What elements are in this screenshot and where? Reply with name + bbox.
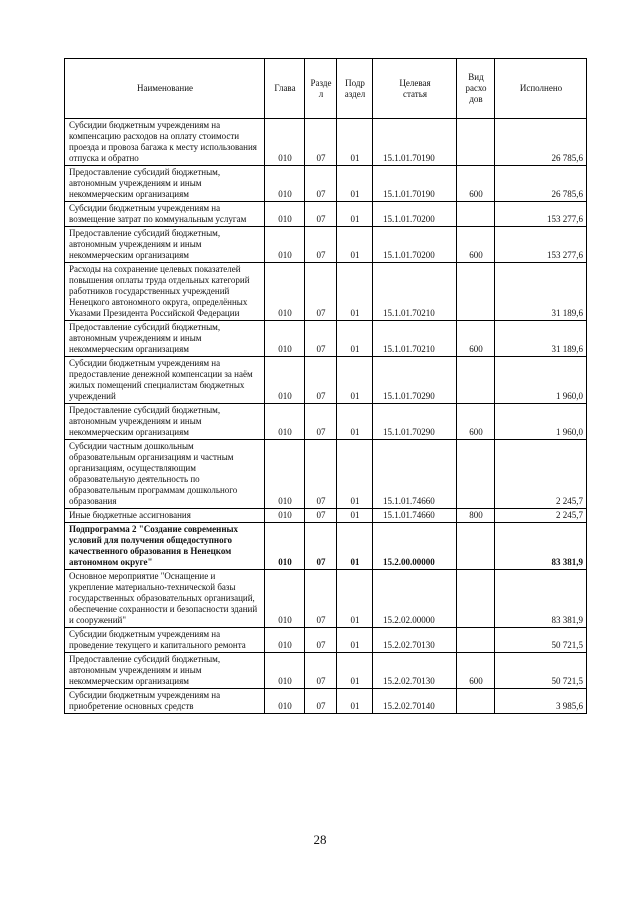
- cell-sum: 50 721,5: [495, 628, 587, 653]
- cell-statya: 15.2.02.00000: [373, 570, 457, 628]
- cell-glava: 010: [265, 404, 305, 440]
- cell-vid: 600: [457, 227, 495, 263]
- cell-podrazdel: 01: [337, 404, 373, 440]
- cell-podrazdel: 01: [337, 263, 373, 321]
- cell-sum: 83 381,9: [495, 570, 587, 628]
- cell-vid: [457, 202, 495, 227]
- cell-podrazdel: 01: [337, 628, 373, 653]
- cell-name: Расходы на сохранение целевых показателей повышения оплаты труда отдельных категорий работников государственных учреждений Ненецкого автономного округа, определённых Указами Президента Российской Федерации: [65, 263, 265, 321]
- table-body: [65, 119, 587, 714]
- cell-name: Предоставление субсидий бюджетным, автономным учреждениям и иным некоммерческим организациям: [65, 404, 265, 440]
- table-row: [65, 119, 587, 166]
- header-razdel: Разде л: [305, 59, 337, 119]
- cell-statya: 15.1.01.70210: [373, 321, 457, 357]
- cell-podrazdel: 01: [337, 570, 373, 628]
- cell-statya: 15.2.02.70130: [373, 628, 457, 653]
- cell-glava: 010: [265, 202, 305, 227]
- budget-table: [64, 58, 587, 714]
- cell-name: Субсидии бюджетным учреждениям на предоставление денежной компенсации за наём жилых помещений специалистам бюджетных учреждений: [65, 357, 265, 404]
- cell-razdel: 07: [305, 119, 337, 166]
- cell-name: Субсидии бюджетным учреждениям на приобретение основных средств: [65, 689, 265, 714]
- cell-podrazdel: 01: [337, 523, 373, 570]
- header-name: Наименование: [65, 59, 265, 119]
- cell-sum: 3 985,6: [495, 689, 587, 714]
- cell-glava: 010: [265, 653, 305, 689]
- cell-podrazdel: 01: [337, 689, 373, 714]
- cell-razdel: 07: [305, 689, 337, 714]
- cell-podrazdel: 01: [337, 509, 373, 523]
- cell-sum: 83 381,9: [495, 523, 587, 570]
- cell-glava: 010: [265, 570, 305, 628]
- cell-name: Предоставление субсидий бюджетным, автономным учреждениям и иным некоммерческим организациям: [65, 166, 265, 202]
- cell-statya: 15.1.01.70200: [373, 202, 457, 227]
- cell-name: Субсидии бюджетным учреждениям на возмещение затрат по коммунальным услугам: [65, 202, 265, 227]
- cell-vid: [457, 440, 495, 509]
- cell-statya: 15.2.02.70130: [373, 653, 457, 689]
- cell-statya: 15.1.01.74660: [373, 440, 457, 509]
- cell-razdel: 07: [305, 357, 337, 404]
- table-row: [65, 321, 587, 357]
- cell-podrazdel: 01: [337, 202, 373, 227]
- cell-glava: 010: [265, 357, 305, 404]
- cell-razdel: 07: [305, 166, 337, 202]
- table-row: [65, 570, 587, 628]
- table-row: [65, 166, 587, 202]
- cell-name: Предоставление субсидий бюджетным, автономным учреждениям и иным некоммерческим организациям: [65, 227, 265, 263]
- cell-razdel: 07: [305, 263, 337, 321]
- cell-name: Предоставление субсидий бюджетным, автономным учреждениям и иным некоммерческим организациям: [65, 321, 265, 357]
- cell-glava: 010: [265, 440, 305, 509]
- cell-name: Субсидии частным дошкольным образовательным организациям и частным организациям, осуществляющим образовательную деятельность по образовательным программам дошкольного образования: [65, 440, 265, 509]
- cell-glava: 010: [265, 689, 305, 714]
- table-row: [65, 689, 587, 714]
- cell-podrazdel: 01: [337, 321, 373, 357]
- cell-statya: 15.2.02.70140: [373, 689, 457, 714]
- cell-sum: 1 960,0: [495, 404, 587, 440]
- cell-vid: [457, 523, 495, 570]
- cell-vid: [457, 689, 495, 714]
- cell-vid: 800: [457, 509, 495, 523]
- cell-razdel: 07: [305, 404, 337, 440]
- cell-podrazdel: 01: [337, 227, 373, 263]
- table-row: [65, 653, 587, 689]
- table-row: [65, 263, 587, 321]
- header-glava: Глава: [265, 59, 305, 119]
- cell-name: Субсидии бюджетным учреждениям на компенсацию расходов на оплату стоимости проезда и провоза багажа к месту использования отпуска и обратно: [65, 119, 265, 166]
- cell-vid: 600: [457, 321, 495, 357]
- cell-name: Предоставление субсидий бюджетным, автономным учреждениям и иным некоммерческим организациям: [65, 653, 265, 689]
- cell-name: Субсидии бюджетным учреждениям на проведение текущего и капитального ремонта: [65, 628, 265, 653]
- cell-sum: 2 245,7: [495, 440, 587, 509]
- cell-statya: 15.2.00.00000: [373, 523, 457, 570]
- cell-vid: 600: [457, 653, 495, 689]
- cell-vid: 600: [457, 404, 495, 440]
- cell-sum: 50 721,5: [495, 653, 587, 689]
- header-podrazdel: Подр аздел: [337, 59, 373, 119]
- cell-razdel: 07: [305, 321, 337, 357]
- table-row: [65, 227, 587, 263]
- cell-podrazdel: 01: [337, 166, 373, 202]
- cell-glava: 010: [265, 628, 305, 653]
- cell-statya: 15.1.01.70290: [373, 404, 457, 440]
- cell-podrazdel: 01: [337, 440, 373, 509]
- table-row: [65, 404, 587, 440]
- table-header-row: [65, 59, 587, 119]
- header-sum: Исполнено: [495, 59, 587, 119]
- cell-razdel: 07: [305, 570, 337, 628]
- cell-vid: [457, 628, 495, 653]
- cell-vid: [457, 357, 495, 404]
- cell-razdel: 07: [305, 628, 337, 653]
- cell-sum: 2 245,7: [495, 509, 587, 523]
- cell-razdel: 07: [305, 523, 337, 570]
- cell-sum: 26 785,6: [495, 119, 587, 166]
- table-row: [65, 628, 587, 653]
- table-row: [65, 357, 587, 404]
- cell-glava: 010: [265, 523, 305, 570]
- cell-sum: 1 960,0: [495, 357, 587, 404]
- cell-name: Подпрограмма 2 "Создание современных условий для получения общедоступного качественного образования в Ненецком автономном округе": [65, 523, 265, 570]
- table-row: [65, 440, 587, 509]
- cell-statya: 15.1.01.70200: [373, 227, 457, 263]
- cell-statya: 15.1.01.70210: [373, 263, 457, 321]
- cell-glava: 010: [265, 509, 305, 523]
- cell-glava: 010: [265, 119, 305, 166]
- header-statya: Целевая статья: [373, 59, 457, 119]
- cell-statya: 15.1.01.74660: [373, 509, 457, 523]
- cell-name: Основное мероприятие "Оснащение и укрепление материально-технической базы государственных образовательных организаций, обеспечение сохранности и безопасности зданий и сооружений": [65, 570, 265, 628]
- cell-sum: 153 277,6: [495, 202, 587, 227]
- cell-podrazdel: 01: [337, 653, 373, 689]
- cell-glava: 010: [265, 321, 305, 357]
- table-row: [65, 202, 587, 227]
- page-number: 28: [313, 832, 327, 847]
- cell-statya: 15.1.01.70190: [373, 166, 457, 202]
- cell-vid: [457, 570, 495, 628]
- cell-vid: [457, 263, 495, 321]
- cell-sum: 31 189,6: [495, 263, 587, 321]
- table-row: [65, 509, 587, 523]
- cell-sum: 26 785,6: [495, 166, 587, 202]
- cell-vid: [457, 119, 495, 166]
- header-vid: Вид расхо дов: [457, 59, 495, 119]
- cell-podrazdel: 01: [337, 357, 373, 404]
- cell-vid: 600: [457, 166, 495, 202]
- cell-glava: 010: [265, 166, 305, 202]
- cell-razdel: 07: [305, 440, 337, 509]
- cell-glava: 010: [265, 227, 305, 263]
- cell-razdel: 07: [305, 202, 337, 227]
- cell-razdel: 07: [305, 653, 337, 689]
- cell-razdel: 07: [305, 509, 337, 523]
- table-row: [65, 523, 587, 570]
- cell-statya: 15.1.01.70290: [373, 357, 457, 404]
- cell-glava: 010: [265, 263, 305, 321]
- cell-name: Иные бюджетные ассигнования: [65, 509, 265, 523]
- cell-podrazdel: 01: [337, 119, 373, 166]
- cell-sum: 31 189,6: [495, 321, 587, 357]
- cell-sum: 153 277,6: [495, 227, 587, 263]
- cell-statya: 15.1.01.70190: [373, 119, 457, 166]
- cell-razdel: 07: [305, 227, 337, 263]
